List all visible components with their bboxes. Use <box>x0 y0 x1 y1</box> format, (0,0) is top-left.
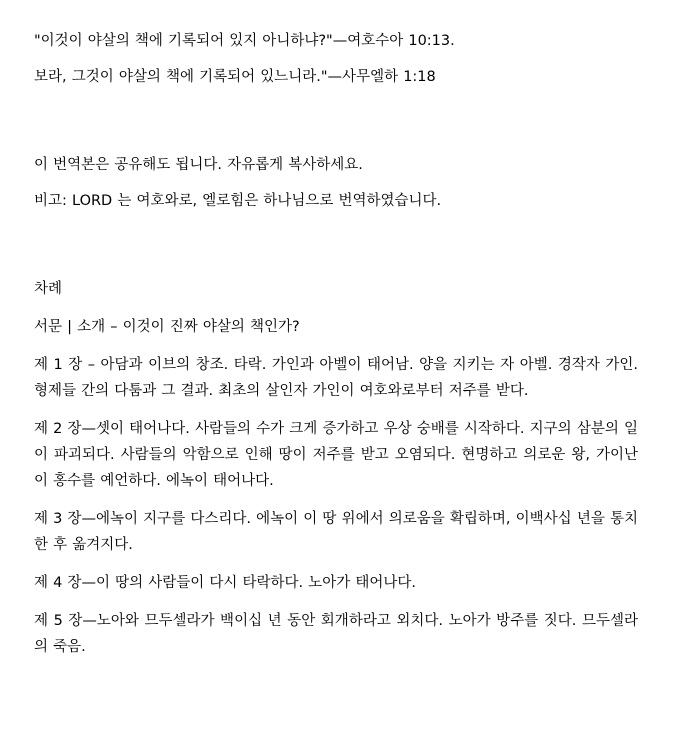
share-notice: 이 번역본은 공유해도 됩니다. 자유롭게 복사하세요. <box>34 157 363 173</box>
translation-remark: 비고: LORD 는 여호와로, 엘로힘은 하나님으로 번역하였습니다. <box>34 193 442 209</box>
toc-entry-chapter-2: 제 2 장—셋이 태어나다. 사람들의 수가 크게 증가하고 우상 숭배를 시작하다. 지구의 삼분의 일이 파괴되다. 사람들의 악함으로 인해 땅이 저주를 받고 오염되다. 현명하고 의로운 왕, 가이난이 홍수를 예언하다. 에녹이 태어나다. <box>34 421 638 489</box>
toc-entry-chapter-4: 제 4 장—이 땅의 사람들이 다시 타락하다. 노아가 태어나다. <box>34 575 416 591</box>
toc-heading: 차례 <box>34 281 63 297</box>
toc-entry-preface: 서문 | 소개 – 이것이 진짜 야살의 책인가? <box>34 319 300 335</box>
document-page <box>34 0 638 660</box>
toc-entry-chapter-1: 제 1 장 – 아담과 이브의 창조. 타락. 가인과 아벨이 태어남. 양을 지키는 자 아벨. 경작자 가인. 형제들 간의 다툼과 그 결과. 최초의 살인자 가인이 여호와로부터 저주를 받다. <box>34 357 638 399</box>
toc-entry-chapter-3: 제 3 장—에녹이 지구를 다스리다. 에녹이 이 땅 위에서 의로움을 확립하며, 이백사십 년을 통치한 후 옮겨지다. <box>34 511 638 553</box>
toc-entry-chapter-5: 제 5 장—노아와 므두셀라가 백이십 년 동안 회개하라고 외치다. 노아가 방주를 짓다. 므두셀라의 죽음. <box>34 613 638 655</box>
epigraph-samuel: 보라, 그것이 야살의 책에 기록되어 있느니라."—사무엘하 1:18 <box>34 69 436 85</box>
epigraph-joshua: "이것이 야살의 책에 기록되어 있지 아니하냐?"—여호수아 10:13. <box>34 33 455 49</box>
